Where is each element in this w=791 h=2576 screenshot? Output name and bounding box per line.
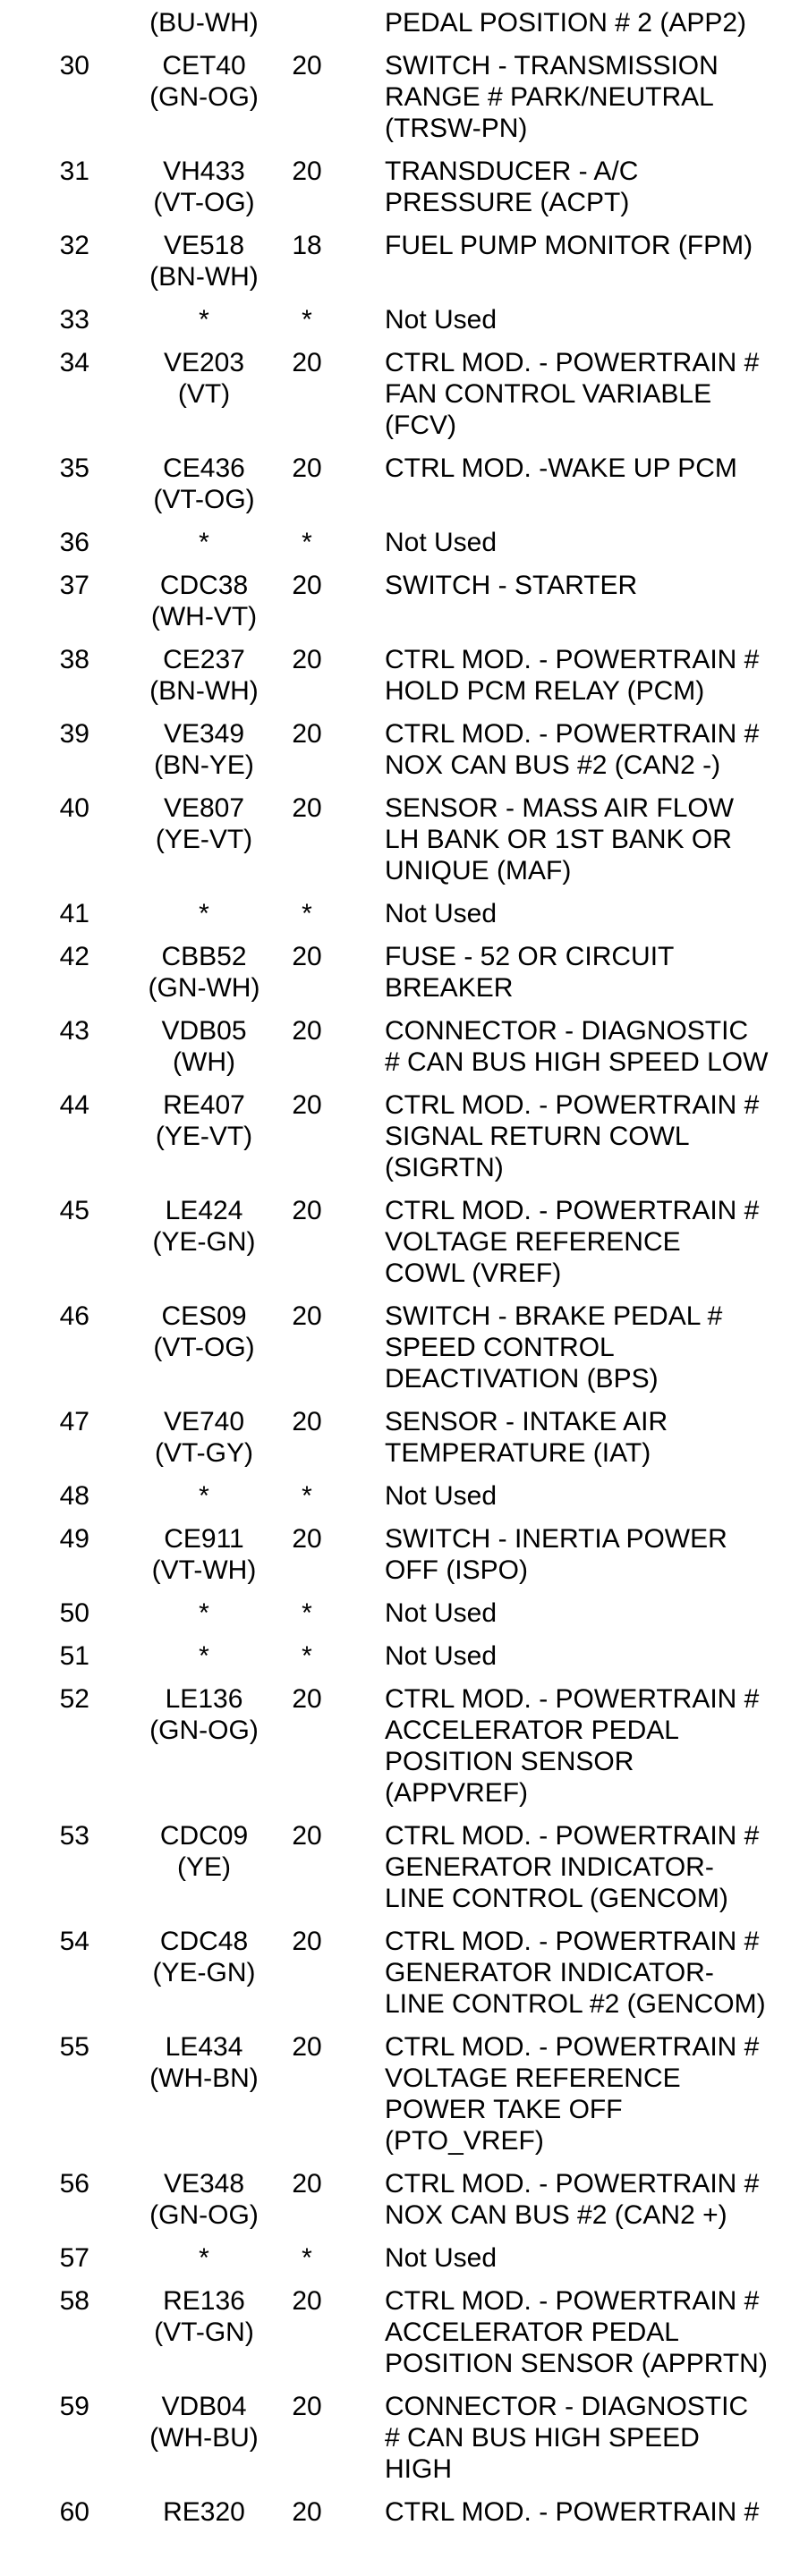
circuit-description: CTRL MOD. - POWERTRAIN # SIGNAL RETURN COWL (SIGRTN)	[385, 1090, 760, 1182]
table-row	[0, 2391, 791, 2496]
circuit-description: SWITCH - TRANSMISSION RANGE # PARK/NEUTRAL (TRSW-PN)	[385, 51, 719, 143]
table-row	[0, 453, 791, 527]
circuit-description: Not Used	[385, 1641, 498, 1671]
wire-gauge: 20	[292, 645, 322, 674]
pin-number: 38	[59, 645, 89, 674]
wire-gauge: *	[302, 528, 312, 557]
circuit-description: SENSOR - INTAKE AIR TEMPERATURE (IAT)	[385, 1407, 668, 1468]
circuit-code: *	[199, 1598, 209, 1628]
circuit-description: CTRL MOD. -WAKE UP PCM	[385, 453, 737, 483]
circuit-code: *	[199, 305, 209, 335]
pin-number: 35	[59, 453, 89, 483]
circuit-code: VH433 (VT-OG)	[153, 157, 255, 217]
circuit-code: VE348 (GN-OG)	[149, 2169, 259, 2230]
circuit-code: VE807 (YE-VT)	[155, 793, 253, 854]
pin-number: 56	[59, 2169, 89, 2199]
wire-gauge: 20	[292, 1821, 322, 1851]
circuit-description: SENSOR - MASS AIR FLOW LH BANK OR 1ST BANK OR UNIQUE (MAF)	[385, 793, 735, 886]
table-row	[0, 644, 791, 718]
wire-gauge: 20	[292, 2392, 322, 2421]
circuit-code: *	[199, 899, 209, 928]
circuit-description: FUEL PUMP MONITOR (FPM)	[385, 231, 753, 260]
pin-number: 31	[59, 157, 89, 186]
circuit-description: Not Used	[385, 2243, 498, 2273]
circuit-description: CTRL MOD. - POWERTRAIN # ACCELERATOR PEDAL POSITION SENSOR (APPVREF)	[385, 1684, 760, 1808]
wire-gauge: 20	[292, 51, 322, 80]
table-row	[0, 1926, 791, 2031]
circuit-code: (BU-WH)	[149, 8, 259, 38]
table-row	[0, 7, 791, 50]
circuit-description: SWITCH - INERTIA POWER OFF (ISPO)	[385, 1524, 727, 1585]
wire-gauge: 20	[292, 2286, 322, 2316]
pin-number: 42	[59, 942, 89, 971]
circuit-code: CET40 (GN-OG)	[149, 51, 259, 112]
wire-gauge: 20	[292, 453, 322, 483]
circuit-code: VE740 (VT-GY)	[155, 1407, 253, 1468]
circuit-description: SWITCH - STARTER	[385, 571, 638, 600]
table-row	[0, 570, 791, 644]
pin-number: 59	[59, 2392, 89, 2421]
table-row	[0, 1597, 791, 1640]
wire-gauge: 20	[292, 793, 322, 823]
wire-gauge: 20	[292, 348, 322, 377]
circuit-code: VE518 (BN-WH)	[149, 231, 259, 292]
pin-number: 58	[59, 2286, 89, 2316]
circuit-description: CTRL MOD. - POWERTRAIN # GENERATOR INDICATOR- LINE CONTROL (GENCOM)	[385, 1821, 760, 1913]
table-row	[0, 1195, 791, 1301]
table-row	[0, 2496, 791, 2539]
pin-number: 39	[59, 719, 89, 749]
pin-number: 57	[59, 2243, 89, 2273]
pin-number: 37	[59, 571, 89, 600]
wire-gauge: *	[302, 899, 312, 928]
table-row	[0, 1683, 791, 1820]
circuit-code: VDB05 (WH)	[161, 1016, 247, 1077]
circuit-code: LE136 (GN-OG)	[149, 1684, 259, 1745]
circuit-description: Not Used	[385, 528, 498, 557]
wire-gauge: 20	[292, 2032, 322, 2062]
circuit-description: CTRL MOD. - POWERTRAIN #	[385, 2497, 760, 2527]
wire-gauge: *	[302, 1598, 312, 1628]
pin-number: 43	[59, 1016, 89, 1046]
pin-number: 33	[59, 305, 89, 335]
table-row	[0, 2168, 791, 2242]
circuit-code: CE237 (BN-WH)	[149, 645, 259, 706]
wire-gauge: 20	[292, 2497, 322, 2527]
table-row	[0, 718, 791, 792]
circuit-code: VDB04 (WH-BU)	[149, 2392, 259, 2453]
pin-number: 41	[59, 899, 89, 928]
wire-gauge: *	[302, 1481, 312, 1511]
pin-number: 54	[59, 1927, 89, 1956]
circuit-code: CDC38 (WH-VT)	[150, 571, 258, 631]
circuit-code: CES09 (VT-OG)	[153, 1301, 255, 1362]
circuit-code: *	[199, 1481, 209, 1511]
table-row	[0, 304, 791, 347]
table-row	[0, 230, 791, 304]
pin-number: 51	[59, 1641, 89, 1671]
pin-number: 34	[59, 348, 89, 377]
table-row	[0, 2242, 791, 2285]
wire-gauge: 20	[292, 1927, 322, 1956]
pin-number: 53	[59, 1821, 89, 1851]
pin-number: 40	[59, 793, 89, 823]
pin-number: 44	[59, 1090, 89, 1120]
table-row	[0, 527, 791, 570]
circuit-description: FUSE - 52 OR CIRCUIT BREAKER	[385, 942, 675, 1003]
circuit-description: PEDAL POSITION # 2 (APP2)	[385, 8, 747, 38]
wire-gauge: 20	[292, 1090, 322, 1120]
table-row	[0, 1301, 791, 1406]
table-row	[0, 347, 791, 453]
wire-gauge: 20	[292, 571, 322, 600]
table-row	[0, 941, 791, 1015]
table-row	[0, 1820, 791, 1926]
circuit-code: CE911 (VT-WH)	[151, 1524, 257, 1585]
pin-number: 55	[59, 2032, 89, 2062]
circuit-description: SWITCH - BRAKE PEDAL # SPEED CONTROL DEACTIVATION (BPS)	[385, 1301, 723, 1394]
circuit-code: RE136 (VT-GN)	[154, 2286, 254, 2347]
circuit-description: Not Used	[385, 1481, 498, 1511]
pin-number: 30	[59, 51, 89, 80]
wire-gauge: 20	[292, 1301, 322, 1331]
wire-gauge: 20	[292, 1196, 322, 1225]
circuit-code: CE436 (VT-OG)	[153, 453, 255, 514]
pin-number: 46	[59, 1301, 89, 1331]
wire-gauge: *	[302, 305, 312, 335]
circuit-description: CTRL MOD. - POWERTRAIN # FAN CONTROL VARIABLE (FCV)	[385, 348, 760, 440]
circuit-code: LE424 (YE-GN)	[152, 1196, 256, 1257]
circuit-code: VE349 (BN-YE)	[154, 719, 254, 780]
circuit-code: CDC48 (YE-GN)	[152, 1927, 256, 1987]
circuit-code: CBB52 (GN-WH)	[148, 942, 260, 1003]
circuit-code: *	[199, 528, 209, 557]
wire-gauge: *	[302, 2243, 312, 2273]
circuit-description: Not Used	[385, 305, 498, 335]
table-row	[0, 2031, 791, 2168]
circuit-description: CONNECTOR - DIAGNOSTIC # CAN BUS HIGH SPEED HIGH	[385, 2392, 749, 2484]
wire-gauge: 20	[292, 1407, 322, 1436]
wire-gauge: 20	[292, 1684, 322, 1714]
pin-number: 45	[59, 1196, 89, 1225]
pin-number: 47	[59, 1407, 89, 1436]
table-row	[0, 1406, 791, 1480]
table-row	[0, 792, 791, 898]
wire-gauge: *	[302, 1641, 312, 1671]
pin-number: 52	[59, 1684, 89, 1714]
table-row	[0, 1480, 791, 1523]
circuit-description: CTRL MOD. - POWERTRAIN # ACCELERATOR PEDAL POSITION SENSOR (APPRTN)	[385, 2286, 768, 2378]
pin-number: 36	[59, 528, 89, 557]
circuit-description: CTRL MOD. - POWERTRAIN # NOX CAN BUS #2 (CAN2 +)	[385, 2169, 760, 2230]
wire-gauge: 20	[292, 1524, 322, 1554]
circuit-code: *	[199, 1641, 209, 1671]
table-row	[0, 898, 791, 941]
pin-number: 50	[59, 1598, 89, 1628]
circuit-code: *	[199, 2243, 209, 2273]
circuit-description: CTRL MOD. - POWERTRAIN # VOLTAGE REFERENCE POWER TAKE OFF (PTO_VREF)	[385, 2032, 760, 2156]
circuit-code: CDC09 (YE)	[159, 1821, 249, 1882]
pin-number: 32	[59, 231, 89, 260]
wire-gauge: 20	[292, 719, 322, 749]
circuit-code: RE320	[163, 2497, 245, 2527]
table-row	[0, 156, 791, 230]
pin-number: 48	[59, 1481, 89, 1511]
circuit-description: CONNECTOR - DIAGNOSTIC # CAN BUS HIGH SPEED LOW	[385, 1016, 769, 1077]
table-row	[0, 2285, 791, 2391]
circuit-description: CTRL MOD. - POWERTRAIN # VOLTAGE REFERENCE COWL (VREF)	[385, 1196, 760, 1288]
pin-number: 60	[59, 2497, 89, 2527]
table-row	[0, 1015, 791, 1089]
wire-gauge: 20	[292, 2169, 322, 2199]
circuit-description: CTRL MOD. - POWERTRAIN # GENERATOR INDICATOR- LINE CONTROL #2 (GENCOM)	[385, 1927, 766, 2019]
circuit-description: CTRL MOD. - POWERTRAIN # NOX CAN BUS #2 (CAN2 -)	[385, 719, 760, 780]
circuit-description: Not Used	[385, 899, 498, 928]
circuit-description: TRANSDUCER - A/C PRESSURE (ACPT)	[385, 157, 639, 217]
circuit-code: VE203 (VT)	[163, 348, 245, 409]
circuit-code: LE434 (WH-BN)	[149, 2032, 259, 2093]
wire-gauge: 18	[292, 231, 322, 260]
circuit-description: CTRL MOD. - POWERTRAIN # HOLD PCM RELAY (PCM)	[385, 645, 760, 706]
table-row	[0, 1640, 791, 1683]
table-row	[0, 1523, 791, 1597]
wire-gauge: 20	[292, 942, 322, 971]
pin-number: 49	[59, 1524, 89, 1554]
wire-gauge: 20	[292, 1016, 322, 1046]
wire-gauge: 20	[292, 157, 322, 186]
table-row	[0, 50, 791, 156]
circuit-description: Not Used	[385, 1598, 498, 1628]
circuit-code: RE407 (YE-VT)	[155, 1090, 253, 1151]
table-row	[0, 1089, 791, 1195]
